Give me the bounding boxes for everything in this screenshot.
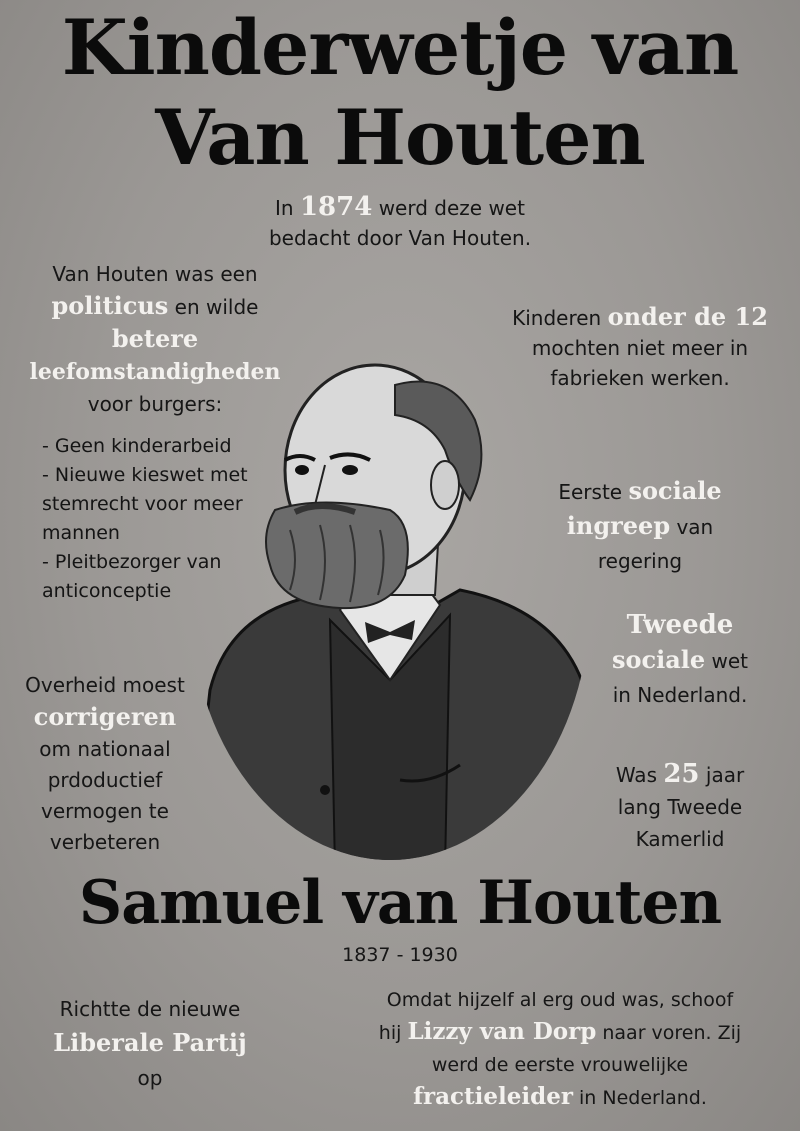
liberal-party-fact: Richtte de nieuwe Liberale Partij op xyxy=(53,997,247,1090)
lizzy-van-dorp-fact: Omdat hijzelf al erg oud was, schoof hij Lizzy van Dorp naar voren. Zij werd de eerste vrouwelijke fractieleider in Nederland. xyxy=(378,989,742,1110)
lifespan: 1837 - 1930 xyxy=(342,944,458,966)
list-item: - Pleitbezorger van xyxy=(42,551,222,573)
title-line-2: Van Houten xyxy=(155,93,645,182)
list-item: anticonceptie xyxy=(42,580,172,602)
year-highlight: 1874 xyxy=(299,192,373,222)
list-item: mannen xyxy=(42,522,120,544)
government-fact: Overheid moest corrigeren om nationaal prdoductief vermogen te verbeteren xyxy=(25,673,185,854)
first-social-fact: Eerste sociale ingreep van regering xyxy=(558,476,722,573)
children-fact: Kinderen onder de 12 mochten niet meer in fabrieken werken. xyxy=(512,302,768,390)
person-name: Samuel van Houten xyxy=(78,868,722,938)
years-fact: Was 25 jaar lang Tweede Kamerlid xyxy=(615,759,745,851)
politician-block: Van Houten was een politicus en wilde betere leefomstandigheden voor burgers: xyxy=(29,262,281,416)
title-line-1: Kinderwetje van xyxy=(61,3,739,92)
list-item: - Nieuwe kieswet met xyxy=(42,464,248,486)
politician-list xyxy=(42,432,282,606)
intro-text: In 1874 werd deze wet bedacht door Van Houten. xyxy=(268,192,532,250)
list-item: stemrecht voor meer xyxy=(42,493,243,515)
list-item: - Geen kinderarbeid xyxy=(42,435,232,457)
second-social-fact: Tweede sociale wet in Nederland. xyxy=(611,610,749,707)
